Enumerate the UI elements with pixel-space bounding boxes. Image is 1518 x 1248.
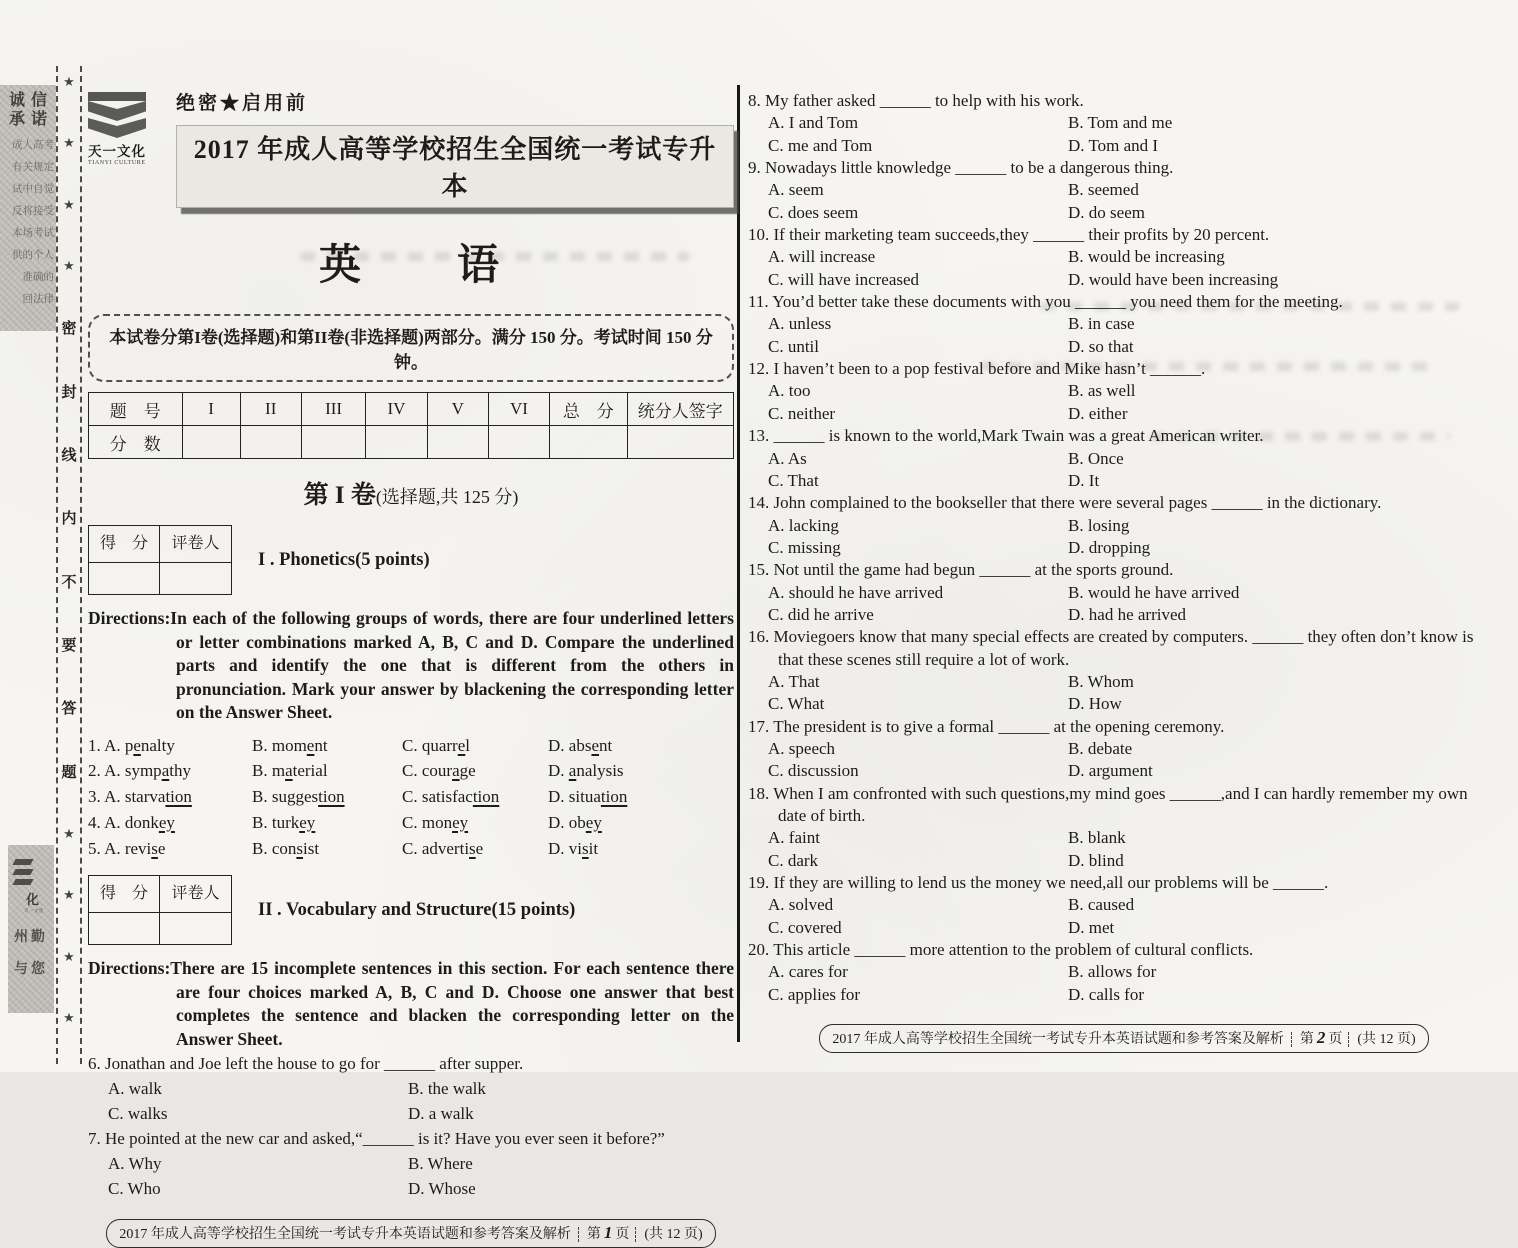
options-grid: [88, 1151, 734, 1201]
underlined-letters: e: [133, 735, 141, 755]
option: C. me and Tom: [768, 135, 873, 155]
page-footer: [106, 1219, 715, 1248]
option: B. Whom: [1068, 671, 1134, 691]
page-header: [88, 88, 734, 208]
question: [748, 157, 1500, 224]
exam-note-box: 本试卷分第I卷(选择题)和第II卷(非选择题)两部分。满分 150 分。考试时间 150 分钟。: [88, 314, 734, 382]
question-text: 20. This article ______ more attention to the problem of cultural conflicts.: [748, 940, 1254, 960]
question-text: 14. John complained to the bookseller that there were several pages ______ in the dictionary.: [748, 493, 1382, 513]
option: D. Tom and I: [1068, 135, 1159, 155]
chevron-bars-icon: [12, 859, 50, 885]
seal-character: 答: [61, 701, 77, 718]
underlined-letters: tion: [318, 787, 345, 807]
score-table-header-cell: V: [427, 393, 488, 426]
page-2: [748, 90, 1500, 1053]
underlined-letters: e: [457, 735, 466, 755]
part1-heading: [88, 475, 734, 511]
option: B. in case: [1068, 314, 1135, 334]
underlined-letters: s: [296, 838, 304, 858]
option: D. calls for: [1068, 984, 1145, 1004]
directions-label: Directions:: [88, 608, 171, 628]
score-table-header-cell: I: [182, 393, 240, 426]
logo-bar-icon: [88, 92, 146, 101]
footer-page-total: (共 12 页): [1348, 1032, 1415, 1047]
phonetic-option: B. suggestion: [252, 787, 345, 807]
option: A. too: [768, 381, 811, 401]
phonetics-question-row: [88, 784, 734, 810]
phonetic-option: D. situation: [548, 787, 628, 807]
vocabulary-questions-6-7: [88, 1051, 734, 1201]
underlined-letters: ey: [158, 812, 175, 832]
options-grid: [748, 448, 1500, 493]
question-text: 13. ______ is known to the world,Mark Twain was a great American writer.: [748, 426, 1264, 446]
seal-character: 不: [61, 574, 77, 591]
brand-text-fragment: 州勤: [14, 930, 48, 945]
option: C. dark: [768, 850, 819, 870]
option: C. That: [768, 470, 819, 490]
underlined-letters: a: [285, 761, 293, 781]
score-table-empty-cell: [366, 426, 427, 459]
question: [748, 224, 1500, 291]
option: A. Why: [108, 1154, 162, 1174]
footer-page-total: (共 12 页): [635, 1227, 702, 1242]
footer-page-suffix: 页: [615, 1227, 630, 1243]
option: C. until: [768, 336, 820, 356]
question-text: 15. Not until the game had begun ______ at the sports ground.: [748, 560, 1174, 580]
seal-line-column: [57, 76, 81, 1026]
option: A. speech: [768, 738, 836, 758]
grade-box-score-label: 得 分: [89, 876, 160, 913]
phonetic-option: 3. A. starvation: [88, 787, 192, 807]
question: [748, 939, 1500, 1006]
option: B. debate: [1068, 738, 1133, 758]
option: A. seem: [768, 180, 824, 200]
underlined-letters: a: [161, 761, 170, 781]
integrity-pledge-box: [0, 85, 56, 331]
logo-subtitle: TIANYI CULTURE: [88, 160, 146, 166]
footer-wrap-left: [88, 1219, 734, 1248]
option: A. faint: [768, 828, 820, 848]
pledge-line: 反将接受: [12, 206, 54, 217]
page-1: [88, 88, 734, 1248]
phonetics-question-row: [88, 758, 734, 784]
grade-box-grader-label: 评卷人: [160, 526, 231, 563]
question: [748, 559, 1500, 626]
option: C. does seem: [768, 202, 859, 222]
seal-character: 题: [61, 764, 77, 781]
option: B. Once: [1068, 448, 1124, 468]
pledge-line: 试中自觉: [12, 184, 54, 195]
grade-box: [88, 875, 232, 945]
option: A. lacking: [768, 515, 839, 535]
phonetic-option: C. satisfaction: [402, 787, 500, 807]
option: D. would have been increasing: [1068, 269, 1279, 289]
underlined-letters: s: [151, 838, 158, 858]
score-table-header-cell: 总 分: [550, 393, 627, 426]
phonetic-option: C. money: [402, 812, 469, 832]
brand-logo-char: 化: [26, 892, 40, 907]
grade-box-empty-cell: [160, 563, 231, 594]
brand-text-fragment: 与您: [14, 962, 48, 977]
star-icon: ★: [63, 75, 75, 90]
score-table-empty-cell: [301, 426, 366, 459]
options-grid: [88, 1076, 734, 1126]
option: D. so that: [1068, 336, 1134, 356]
phonetic-option: D. analysis: [548, 761, 624, 781]
options-grid: [748, 894, 1500, 939]
logo-chevron-icon: [88, 101, 146, 121]
brand-logo-caption: 天一文化: [24, 908, 44, 913]
phonetic-option: D. obey: [548, 812, 602, 832]
page-divider: [737, 85, 740, 1042]
option: B. Where: [408, 1154, 473, 1174]
tianyi-culture-logo: [88, 88, 162, 166]
section2-directions: [88, 957, 734, 1051]
score-table-empty-cell: [427, 426, 488, 459]
phonetic-option: D. absent: [548, 735, 613, 755]
underlined-letters: e: [306, 735, 315, 755]
options-grid: [748, 380, 1500, 425]
vocabulary-questions-8-20: [748, 90, 1500, 1006]
grade-box-empty-cell: [89, 563, 160, 594]
underlined-letters: e: [591, 735, 599, 755]
seal-character: 密: [61, 321, 77, 338]
option: B. seemed: [1068, 180, 1139, 200]
score-table-header-row: [89, 393, 734, 426]
option: B. the walk: [408, 1079, 486, 1099]
option: D. blind: [1068, 850, 1124, 870]
option: D. had he arrived: [1068, 604, 1187, 624]
option: C. did he arrive: [768, 604, 874, 624]
option: A. should he have arrived: [768, 582, 944, 602]
score-table-empty-cell: [627, 426, 733, 459]
question: [748, 783, 1500, 872]
directions-text: There are 15 incomplete sentences in this section. For each sentence there are four choices marked A, B, C and D. Choose one answer that best completes the sentence and blacken the corresponding letter on the Answer Sheet.: [170, 958, 734, 1049]
option: A. solved: [768, 895, 834, 915]
option: A. As: [768, 448, 807, 468]
question: [88, 1126, 734, 1201]
option: D. Whose: [408, 1179, 476, 1199]
options-grid: [748, 179, 1500, 224]
options-grid: [748, 515, 1500, 560]
option: D. a walk: [408, 1104, 474, 1124]
underlined-letters: a: [452, 761, 460, 781]
score-table-header-cell: 统分人签字: [627, 393, 733, 426]
question-text: 8. My father asked ______ to help with his work.: [748, 91, 1084, 110]
option: C. missing: [768, 537, 841, 557]
phonetic-option: B. consist: [252, 838, 320, 858]
seal-character: 线: [61, 447, 77, 464]
option: A. will increase: [768, 247, 876, 267]
exam-banner-title: 2017 年成人高等学校招生全国统一考试专升本: [176, 125, 734, 208]
question-text: 9. Nowadays little knowledge ______ to be a dangerous thing.: [748, 158, 1174, 178]
part1-heading-sub: (选择题,共 125 分): [375, 487, 519, 507]
logo-name: 天一文化: [88, 144, 146, 159]
score-table-header-cell: II: [240, 393, 301, 426]
footer-page-prefix: 第: [586, 1227, 601, 1243]
star-icon: ★: [63, 1010, 75, 1026]
question: [748, 425, 1500, 492]
phonetic-option: 5. A. revise: [88, 838, 166, 858]
question-text: 11. You’d better take these documents with you ______ you need them for the meeting.: [748, 292, 1343, 312]
footer-page-number: 2: [1316, 1028, 1326, 1048]
phonetic-option: 1. A. penalty: [88, 735, 175, 755]
phonetics-question-row: [88, 836, 734, 862]
score-table-header-cell: VI: [488, 393, 549, 426]
option: C. neither: [768, 403, 836, 423]
underlined-letters: tion: [472, 787, 500, 807]
section2-title: II . Vocabulary and Structure(15 points): [258, 899, 576, 920]
grade-box-grader-label: 评卷人: [160, 876, 231, 913]
grade-box-empty-cell: [160, 913, 231, 944]
underlined-letters: ey: [452, 812, 469, 832]
secrecy-label: 绝密★启用前: [176, 93, 309, 114]
question: [748, 291, 1500, 358]
footer-title: 2017 年成人高等学校招生全国统一考试专升本英语试题和参考答案及解析: [119, 1227, 571, 1243]
pledge-title-char: 诺: [30, 111, 47, 128]
question: [748, 872, 1500, 939]
directions-text: In each of the following groups of words, there are four underlined letters or letter combinations marked A, B, C and D. Compare the underlined parts and identify the one that is different from the others in pronunciation. Mark your answer by blackening the corresponding letter on the Answer Sheet.: [170, 608, 734, 722]
underlined-letters: ey: [585, 812, 602, 832]
option: A. walk: [108, 1079, 162, 1099]
score-table-header-cell: III: [301, 393, 366, 426]
option: C. discussion: [768, 761, 859, 781]
footer-page-prefix: 第: [1299, 1032, 1314, 1048]
score-table-header-cell: IV: [366, 393, 427, 426]
star-icon: ★: [63, 258, 75, 274]
pledge-line: 回法律: [22, 294, 54, 305]
phonetic-option: D. visit: [548, 838, 599, 858]
directions-label: Directions:: [88, 958, 171, 979]
options-grid: [748, 738, 1500, 783]
option: C. Who: [108, 1179, 161, 1199]
underlined-letters: a: [568, 761, 577, 781]
options-grid: [748, 961, 1500, 1006]
question: [88, 1051, 734, 1126]
option: A. unless: [768, 314, 832, 334]
pledge-line: 有关规定: [12, 162, 54, 173]
question-text: 18. When I am confronted with such questions,my mind goes ______,and I can hardly remember my own date of birth.: [748, 783, 1468, 825]
option: B. would he have arrived: [1068, 582, 1240, 602]
options-grid: [748, 582, 1500, 627]
option: A. I and Tom: [768, 113, 859, 133]
option: C. covered: [768, 917, 842, 937]
option: D. dropping: [1068, 537, 1151, 557]
underlined-letters: s: [582, 838, 589, 858]
score-table-row-label: 分 数: [89, 426, 183, 459]
pledge-title-char: 承: [8, 111, 25, 128]
phonetic-option: 2. A. sympathy: [88, 761, 191, 781]
option: C. will have increased: [768, 269, 920, 289]
question-text: 6. Jonathan and Joe left the house to go for ______ after supper.: [88, 1054, 524, 1074]
option: B. Tom and me: [1068, 113, 1173, 133]
underlined-letters: s: [469, 838, 476, 858]
option: B. losing: [1068, 515, 1130, 535]
underlined-letters: tion: [165, 787, 192, 807]
star-icon: ★: [63, 136, 75, 152]
phonetics-question-row: [88, 810, 734, 836]
seal-character: 内: [61, 511, 77, 528]
section1-grade-row: [88, 525, 734, 595]
question: [748, 492, 1500, 559]
option: A. That: [768, 671, 820, 691]
options-grid: [748, 246, 1500, 291]
phonetics-questions: [88, 733, 734, 862]
star-icon: ★: [63, 826, 75, 842]
page-footer: [819, 1024, 1428, 1053]
options-grid: [748, 671, 1500, 716]
option: C. applies for: [768, 984, 861, 1004]
star-icon: ★: [63, 888, 75, 904]
question-text: 16. Moviegoers know that many special effects are created by computers. ______ they often don’t know is that these scenes still require a lot of work.: [748, 627, 1474, 669]
exam-subject-title: 英 语: [318, 243, 503, 289]
score-table-header-cell: 题 号: [89, 393, 183, 426]
publisher-brand-box: [8, 845, 54, 1013]
option: D. either: [1068, 403, 1128, 423]
options-grid: [748, 313, 1500, 358]
phonetics-question-row: [88, 733, 734, 759]
phonetic-option: B. turkey: [252, 812, 316, 832]
footer-title: 2017 年成人高等学校招生全国统一考试专升本英语试题和参考答案及解析: [832, 1032, 1284, 1048]
option: C. What: [768, 694, 825, 714]
underlined-letters: ey: [299, 812, 316, 832]
phonetic-option: B. moment: [252, 735, 328, 755]
score-summary-table: [88, 392, 734, 459]
option: D. It: [1068, 470, 1100, 490]
question-text: 12. I haven’t been to a pop festival before and Mike hasn’t ______.: [748, 359, 1206, 379]
score-table-value-row: [89, 426, 734, 459]
phonetic-option: C. quarrel: [402, 735, 470, 755]
question: [748, 716, 1500, 783]
pledge-title: [6, 91, 50, 129]
footer-page-suffix: 页: [1328, 1032, 1343, 1048]
section1-title: I . Phonetics(5 points): [258, 549, 430, 570]
score-table-empty-cell: [182, 426, 240, 459]
part1-heading-main: 第 I 卷: [303, 482, 376, 509]
section2-grade-row: [88, 875, 734, 945]
score-table-empty-cell: [488, 426, 549, 459]
question-text: 10. If their marketing team succeeds,they ______ their profits by 20 percent.: [748, 225, 1270, 245]
seal-character: 封: [61, 384, 77, 401]
option: B. caused: [1068, 895, 1135, 915]
question: [748, 90, 1500, 157]
footer-page-number: 1: [603, 1223, 613, 1243]
grade-box-score-label: 得 分: [89, 526, 160, 563]
grade-box-empty-cell: [89, 913, 160, 944]
phonetic-option: C. courage: [402, 761, 476, 781]
option: D. argument: [1068, 761, 1153, 781]
pledge-line: 本场考试: [12, 228, 54, 239]
option: D. How: [1068, 694, 1122, 714]
option: B. allows for: [1068, 962, 1157, 982]
pledge-title-char: 诚: [8, 92, 25, 109]
option: D. do seem: [1068, 202, 1145, 222]
options-grid: [748, 112, 1500, 157]
pledge-title-char: 信: [30, 92, 47, 109]
question-text: 19. If they are willing to lend us the money we need,all our problems will be ______.: [748, 873, 1329, 893]
grade-box: [88, 525, 232, 595]
phonetic-option: C. advertise: [402, 838, 484, 858]
option: A. cares for: [768, 962, 848, 982]
question: [748, 358, 1500, 425]
pledge-text-fragments: [0, 135, 56, 311]
options-grid: [748, 827, 1500, 872]
brand-slogan-fragments: [12, 926, 50, 978]
score-table-empty-cell: [550, 426, 627, 459]
pledge-line: 准确的: [22, 272, 54, 283]
logo-chevron-icon: [88, 118, 146, 138]
question-text: 17. The president is to give a formal ______ at the opening ceremony.: [748, 716, 1225, 736]
section1-directions: [88, 607, 734, 725]
underlined-letters: tion: [600, 787, 628, 807]
footer-wrap-right: [748, 1024, 1500, 1053]
option: B. would be increasing: [1068, 247, 1225, 267]
score-table-empty-cell: [240, 426, 301, 459]
seal-character: 要: [61, 637, 77, 654]
option: C. walks: [108, 1104, 168, 1124]
question-text: 7. He pointed at the new car and asked,“______ is it? Have you ever seen it before?”: [88, 1129, 665, 1149]
question: [748, 626, 1500, 715]
star-icon: ★: [63, 197, 75, 213]
option: D. met: [1068, 917, 1115, 937]
pledge-line: 供的个人: [12, 250, 54, 261]
phonetic-option: B. material: [252, 761, 328, 781]
pledge-line: 成人高考: [12, 140, 54, 151]
option: B. blank: [1068, 828, 1126, 848]
option: B. as well: [1068, 381, 1136, 401]
phonetic-option: 4. A. donkey: [88, 812, 175, 832]
star-icon: ★: [63, 949, 75, 965]
